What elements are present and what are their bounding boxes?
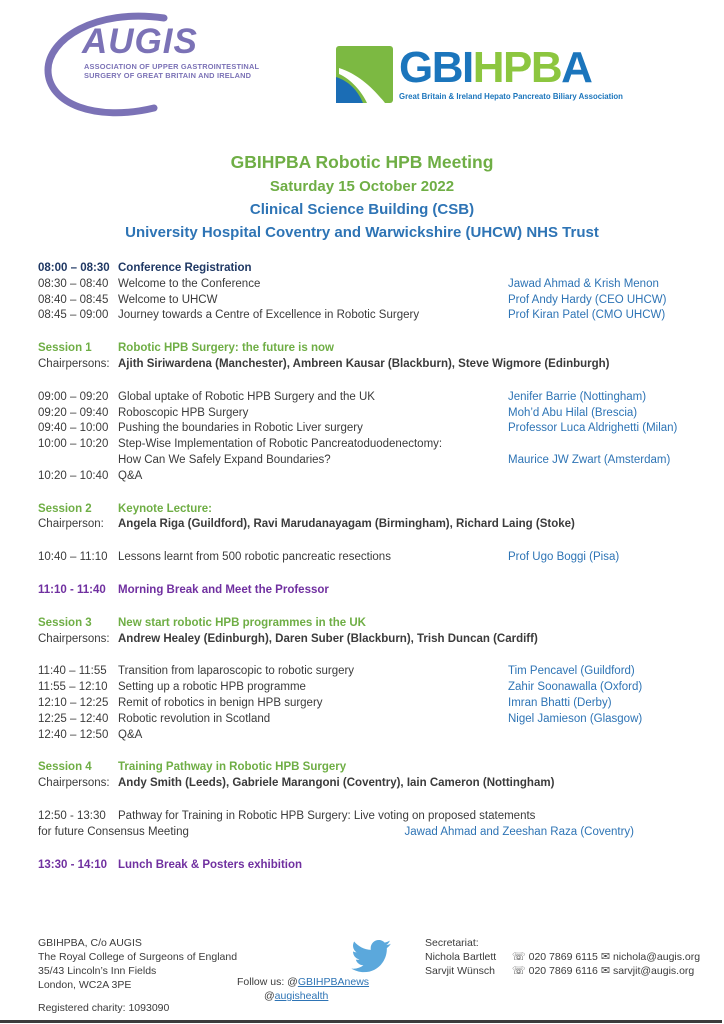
time-cell: 08:45 – 09:00: [38, 309, 109, 322]
talk-title: Welcome to UHCW: [118, 293, 218, 306]
schedule-block: [38, 502, 692, 534]
session-row: [38, 616, 692, 632]
time-cell: 08:40 – 08:45: [38, 293, 109, 306]
talk-title: Global uptake of Robotic HPB Surgery and the UK: [118, 390, 375, 403]
talk-title: Journey towards a Centre of Excellence in Robotic Surgery: [118, 309, 420, 322]
break-title: Morning Break and Meet the Professor: [118, 583, 329, 596]
secretariat-title: Secretariat:: [425, 937, 479, 949]
address-line: The Royal College of Surgeons of England: [38, 951, 238, 963]
talk-title: Conference Registration: [118, 262, 252, 274]
talk-title: Lessons learnt from 500 robotic pancreatic resections: [118, 551, 391, 564]
talk-title-continued: How Can We Safely Expand Boundaries?: [118, 453, 331, 466]
schedule-block: [38, 261, 692, 324]
time-cell: 11:40 – 11:55: [38, 665, 107, 678]
break-row: [38, 583, 692, 599]
schedule-block: [38, 760, 692, 792]
session-label: Session 2: [38, 502, 92, 515]
schedule-block: [38, 341, 692, 373]
speaker-name: Jawad Ahmad and Zeeshan Raza (Coventry): [404, 825, 634, 838]
schedule-row: [38, 680, 692, 696]
twitter-icon: [351, 940, 391, 973]
time-cell: 09:20 – 09:40: [38, 406, 109, 419]
secretariat-name: Nichola Bartlett: [425, 951, 497, 963]
schedule-row: [38, 421, 692, 437]
talk-title: Transition from laparoscopic to robotic surgery: [118, 665, 355, 678]
address-line: GBIHPBA, C/o AUGIS: [38, 937, 142, 949]
schedule-row: [38, 712, 692, 728]
schedule-row: [38, 664, 692, 680]
chairpersons-row: [38, 776, 692, 792]
gbihpba-word-gbi: GBI: [399, 43, 473, 92]
schedule: [38, 261, 692, 890]
session-row: [38, 760, 692, 776]
secretariat-phone: 020 7869 6116: [528, 965, 598, 977]
chairpersons-row: [38, 357, 692, 373]
chairpersons-row: [38, 517, 692, 533]
talk-title-continued: for future Consensus Meeting: [38, 825, 189, 838]
talk-title: Welcome to the Conference: [118, 277, 261, 290]
schedule-row: [38, 809, 692, 825]
break-title: Lunch Break & Posters exhibition: [118, 858, 303, 871]
schedule-row: [38, 825, 692, 841]
email-icon: ✉: [600, 951, 611, 963]
schedule-row: [38, 390, 692, 406]
schedule-row: [38, 293, 692, 309]
augis-subtitle-line1: ASSOCIATION OF UPPER GASTROINTESTINAL: [84, 62, 260, 71]
title-block: [0, 150, 724, 244]
time-cell: 12:10 – 12:25: [38, 696, 109, 709]
talk-title: Robotic revolution in Scotland: [118, 712, 271, 725]
gbihpba-word-a: A: [561, 43, 592, 92]
chairpersons-names: Ajith Siriwardena (Manchester), Ambreen Kausar (Blackburn), Steve Wigmore (Edinburgh): [118, 357, 610, 370]
augis-subtitle-line2: SURGERY OF GREAT BRITAIN AND IRELAND: [84, 71, 252, 80]
registered-charity: Registered charity: 1093090: [38, 1002, 170, 1014]
session-row: [38, 341, 692, 357]
address-line: London, WC2A 3PE: [38, 979, 132, 991]
speaker-name: Tim Pencavel (Guildford): [508, 665, 635, 678]
schedule-block: [38, 809, 692, 841]
email-icon: ✉: [600, 965, 611, 977]
time-cell: 09:00 – 09:20: [38, 390, 109, 403]
schedule-row: [38, 469, 692, 485]
session-row: [38, 502, 692, 518]
schedule-block: [38, 390, 692, 485]
session-label: Session 4: [38, 761, 92, 774]
schedule-row: [38, 261, 692, 277]
venue-building: Clinical Science Building (CSB): [249, 201, 475, 218]
speaker-name: Prof Kiran Patel (CMO UHCW): [508, 309, 666, 322]
chairpersons-label: Chairpersons:: [38, 777, 110, 790]
speaker-name: Nigel Jamieson (Glasgow): [508, 712, 643, 725]
schedule-row: [38, 550, 692, 566]
schedule-row: [38, 453, 692, 469]
schedule-row: [38, 728, 692, 744]
address-line: 35/43 Lincoln’s Inn Fields: [38, 965, 157, 977]
footer-social: [237, 940, 397, 1003]
footer-address: [38, 936, 237, 1015]
time-cell: 09:40 – 10:00: [38, 422, 109, 435]
chairpersons-names: Andrew Healey (Edinburgh), Daren Suber (Blackburn), Trish Duncan (Cardiff): [118, 632, 538, 645]
secretariat-email: sarvjit@augis.org: [612, 965, 695, 977]
footer-secretariat: [425, 936, 700, 978]
speaker-name: Prof Ugo Boggi (Pisa): [508, 551, 620, 564]
schedule-row: [38, 696, 692, 712]
talk-title: Pathway for Training in Robotic HPB Surgery: Live voting on proposed statements: [118, 809, 536, 822]
meeting-title: GBIHPBA Robotic HPB Meeting: [230, 152, 494, 172]
time-cell: [38, 453, 118, 469]
meeting-date: Saturday 15 October 2022: [269, 178, 455, 195]
schedule-block: [38, 616, 692, 648]
schedule-row: [38, 308, 692, 324]
twitter-link-augis[interactable]: augishealth: [274, 990, 329, 1002]
secretariat-row: [425, 950, 700, 964]
speaker-name: Jenifer Barrie (Nottingham): [508, 390, 647, 403]
session-label: Session 1: [38, 342, 92, 355]
chairpersons-label: Chairpersons:: [38, 632, 110, 645]
schedule-block: [38, 550, 692, 566]
session-title: Keynote Lecture:: [118, 502, 212, 515]
chairpersons-label: Chairperson:: [38, 518, 104, 531]
gbihpba-wordmark: [399, 43, 642, 92]
gbihpba-word-hpb: HPB: [472, 43, 562, 92]
time-cell: 12:40 – 12:50: [38, 728, 109, 741]
time-cell: 12:50 - 13:30: [38, 809, 106, 822]
speaker-name: Jawad Ahmad & Krish Menon: [508, 277, 659, 290]
talk-title: Q&A: [118, 469, 143, 482]
speaker-name: Moh’d Abu Hilal (Brescia): [508, 406, 638, 419]
secretariat-row: [425, 964, 700, 978]
twitter-link-gbihpba[interactable]: GBIHPBAnews: [297, 976, 370, 988]
time-cell: 10:20 – 10:40: [38, 469, 109, 482]
augis-wordmark: AUGIS: [82, 22, 198, 61]
talk-title: Q&A: [118, 728, 143, 741]
schedule-block: [38, 664, 692, 743]
chairpersons-names: Angela Riga (Guildford), Ravi Marudanayagam (Birmingham), Richard Laing (Stoke): [118, 518, 575, 531]
schedule-row: [38, 277, 692, 293]
break-time: 13:30 - 14:10: [38, 858, 108, 871]
secretariat-name: Sarvjit Wünsch: [425, 965, 496, 977]
time-cell: 12:25 – 12:40: [38, 712, 109, 725]
at-sign: @: [264, 990, 275, 1002]
schedule-block: [38, 858, 692, 874]
augis-logo: [36, 4, 260, 128]
speaker-name: Professor Luca Aldrighetti (Milan): [508, 422, 678, 435]
session-label: Session 3: [38, 616, 92, 629]
talk-title: Pushing the boundaries in Robotic Liver surgery: [118, 422, 363, 435]
time-cell: 08:30 – 08:40: [38, 277, 109, 290]
session-title: New start robotic HPB programmes in the UK: [118, 616, 366, 629]
talk-title: Setting up a robotic HPB programme: [118, 681, 306, 694]
chairpersons-row: [38, 632, 692, 648]
time-cell: 10:00 – 10:20: [38, 438, 109, 451]
schedule-row: [38, 406, 692, 422]
schedule-block: [38, 583, 692, 599]
speaker-name: Zahir Soonawalla (Oxford): [508, 681, 643, 694]
schedule-row: [38, 437, 692, 453]
speaker-name: Maurice JW Zwart (Amsterdam): [508, 453, 671, 466]
session-title: Training Pathway in Robotic HPB Surgery: [118, 761, 347, 774]
session-title: Robotic HPB Surgery: the future is now: [118, 342, 334, 355]
augis-subtitle: [84, 62, 259, 80]
gbihpba-leaf-icon: [336, 46, 393, 103]
talk-title: Roboscopic HPB Surgery: [118, 406, 249, 419]
bottom-rule: [0, 1020, 722, 1023]
gbihpba-logo: [336, 43, 642, 103]
time-cell: 10:40 – 11:10: [38, 551, 108, 564]
secretariat-email: nichola@augis.org: [612, 951, 701, 963]
speaker-name: Prof Andy Hardy (CEO UHCW): [508, 293, 667, 306]
follow-us-label: Follow us: @: [237, 976, 298, 988]
venue-trust: University Hospital Coventry and Warwickshire (UHCW) NHS Trust: [125, 224, 599, 241]
time-cell: 08:00 – 08:30: [38, 262, 110, 274]
talk-title: Step-Wise Implementation of Robotic Pancreatoduodenectomy:: [118, 438, 443, 451]
time-cell: 11:55 – 12:10: [38, 681, 108, 694]
chairpersons-label: Chairpersons:: [38, 357, 110, 370]
gbihpba-tagline: Great Britain & Ireland Hepato Pancreato Biliary Association: [399, 91, 623, 101]
chairpersons-names: Andy Smith (Leeds), Gabriele Marangoni (Coventry), Iain Cameron (Nottingham): [118, 777, 555, 790]
talk-title: Remit of robotics in benign HPB surgery: [118, 696, 323, 709]
phone-icon: ☏: [511, 951, 526, 963]
break-row: [38, 858, 692, 874]
phone-icon: ☏: [511, 965, 526, 977]
secretariat-phone: 020 7869 6115: [528, 951, 598, 963]
break-time: 11:10 - 11:40: [38, 583, 106, 596]
speaker-name: Imran Bhatti (Derby): [508, 696, 612, 709]
